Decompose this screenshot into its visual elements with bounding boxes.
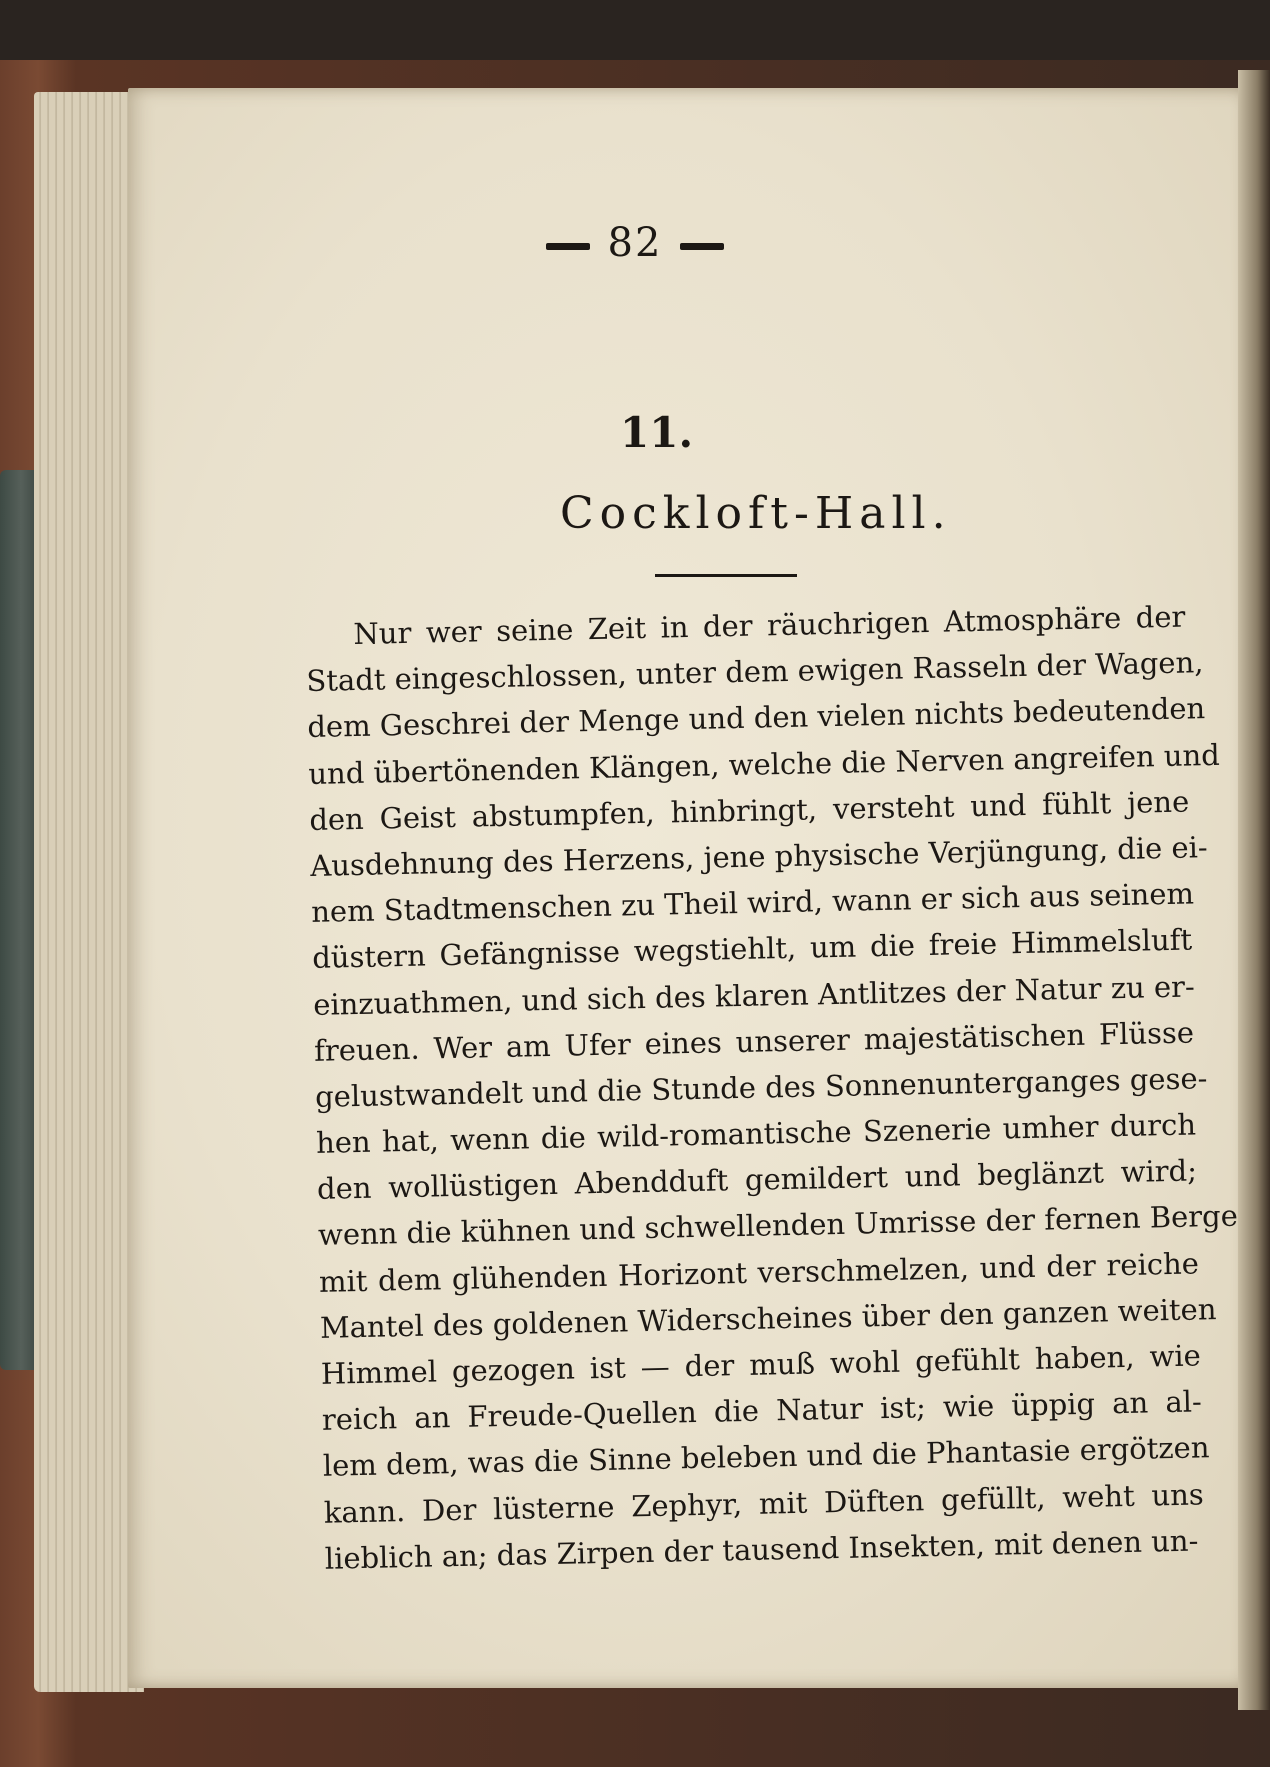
text-line: lem dem, was die Sinne beleben und die Phantasie ergötzen — [322, 1430, 1210, 1484]
text-line: kann. Der lüsterne Zephyr, mit Düften gefüllt, weht uns — [323, 1476, 1205, 1530]
text-line: gelustwandelt und die Stunde des Sonnenunterganges gese- — [314, 1061, 1208, 1114]
text-line: lieblich an; das Zirpen der tausend Insekten, mit denen un- — [324, 1523, 1199, 1576]
page-number-dash-right — [680, 243, 724, 250]
text-line: Himmel gezogen ist — der muß wohl gefühlt haben, wie — [320, 1338, 1202, 1391]
page-number-dash-left — [546, 243, 590, 250]
text-line: Ausdehnung des Herzens, jene physische Verjüngung, die ei- — [309, 830, 1208, 883]
chapter-title: Cockloft-Hall. — [560, 488, 952, 539]
text-line: mit dem glühenden Horizont verschmelzen, und der reiche — [318, 1246, 1200, 1299]
text-line: einzuathmen, und sich des klaren Antlitzes der Natur zu er- — [312, 968, 1196, 1022]
text-line: düstern Gefängnisse wegstiehlt, um die freie Himmelsluft — [311, 922, 1193, 976]
text-line: Stadt eingeschlossen, unter dem ewigen Rasseln der Wagen, — [306, 645, 1204, 699]
page-number-value: 82 — [607, 220, 663, 266]
text-line: Mantel des goldenen Widerscheines über den ganzen weiten — [319, 1291, 1217, 1345]
title-rule — [655, 574, 797, 577]
facing-page-edge — [1238, 70, 1270, 1710]
text-line: reich an Freude-Quellen die Natur ist; wie üppig an al- — [321, 1384, 1203, 1438]
text-line: freuen. Wer am Ufer eines unserer majestätischen Flüsse — [313, 1015, 1195, 1068]
page-number — [0, 220, 1270, 266]
text-line: wenn die kühnen und schwellenden Umrisse der fernen Berge — [317, 1199, 1239, 1253]
text-line: den wollüstigen Abendduft gemildert und beglänzt wird; — [316, 1153, 1198, 1207]
body-text — [305, 594, 1239, 1582]
text-line: und übertönenden Klängen, welche die Nerven angreifen und — [308, 737, 1221, 791]
text-line: dem Geschrei der Menge und den vielen nichts bedeutenden — [307, 691, 1206, 745]
text-line: nem Stadtmenschen zu Theil wird, wann er sich aus seinem — [310, 876, 1195, 930]
text-line: den Geist abstumpfen, hinbringt, versteht und fühlt jene — [308, 784, 1190, 837]
text-line: Nur wer seine Zeit in der räuchrigen Atmosphäre der — [353, 599, 1186, 651]
chapter-number: 11. — [620, 408, 694, 457]
text-line: hen hat, wenn die wild-romantische Szenerie umher durch — [315, 1107, 1197, 1160]
